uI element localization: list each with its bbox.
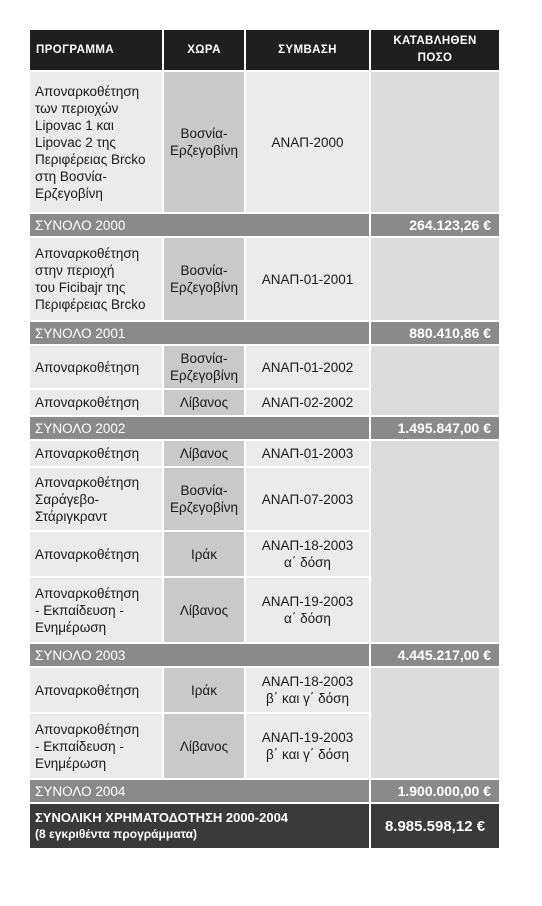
country-cell: Λίβανος	[163, 577, 245, 643]
grand-total-row	[29, 803, 500, 849]
contract-cell: ΑΝΑΠ-02-2002	[245, 389, 370, 416]
program-cell: Αποναρκοθέτηση των περιοχών Lipovac 1 και Lipovac 2 της Περιφέρειας Brcko στη Βοσνία- Ερζεγοβίνη	[29, 71, 163, 213]
contract-cell: ΑΝΑΠ-18-2003 α΄ δόση	[245, 531, 370, 577]
total-row-2002	[29, 416, 500, 440]
country-cell: Λίβανος	[163, 440, 245, 467]
header-program: ΠΡΟΓΡΑΜΜΑ	[29, 29, 163, 71]
amount-cell-empty	[370, 71, 500, 213]
contract-cell: ΑΝΑΠ-2000	[245, 71, 370, 213]
amount-cell-empty	[370, 345, 500, 416]
program-cell: Αποναρκοθέτηση Σαράγεβο- Στάριγκραντ	[29, 467, 163, 531]
program-cell: Αποναρκοθέτηση	[29, 531, 163, 577]
total-value: 4.445.217,00 €	[370, 643, 500, 667]
total-row-2001	[29, 321, 500, 345]
total-value: 1.495.847,00 €	[370, 416, 500, 440]
table-row	[29, 440, 500, 467]
grand-total-label-cell	[29, 803, 370, 849]
total-label: ΣΥΝΟΛΟ 2004	[29, 779, 370, 803]
grand-total-label: ΣΥΝΟΛΙΚΗ ΧΡΗΜΑΤΟΔΟΤΗΣΗ 2000-2004	[35, 810, 289, 825]
country-cell: Ιράκ	[163, 531, 245, 577]
contract-cell: ΑΝΑΠ-01-2003	[245, 440, 370, 467]
amount-cell-empty	[370, 440, 500, 643]
contract-cell: ΑΝΑΠ-18-2003 β΄ και γ΄ δόση	[245, 667, 370, 713]
table-row	[29, 667, 500, 713]
country-cell: Βοσνία- Ερζεγοβίνη	[163, 237, 245, 321]
program-cell: Αποναρκοθέτηση στην περιοχή του Ficibajr της Περιφέρειας Brcko	[29, 237, 163, 321]
grand-total-value: 8.985.598,12 €	[370, 803, 500, 849]
program-cell: Αποναρκοθέτηση - Εκπαίδευση - Ενημέρωση	[29, 577, 163, 643]
amount-cell-empty	[370, 237, 500, 321]
header-country: ΧΩΡΑ	[163, 29, 245, 71]
contract-cell: ΑΝΑΠ-19-2003 α΄ δόση	[245, 577, 370, 643]
country-cell: Βοσνία- Ερζεγοβίνη	[163, 71, 245, 213]
header-row	[29, 29, 500, 71]
country-cell: Βοσνία- Ερζεγοβίνη	[163, 467, 245, 531]
header-amount: ΚΑΤΑΒΛΗΘΕΝ ΠΟΣΟ	[370, 29, 500, 71]
total-label: ΣΥΝΟΛΟ 2003	[29, 643, 370, 667]
program-cell: Αποναρκοθέτηση	[29, 345, 163, 389]
program-cell: Αποναρκοθέτηση	[29, 440, 163, 467]
program-cell: Αποναρκοθέτηση - Εκπαίδευση - Ενημέρωση	[29, 713, 163, 779]
country-cell: Λίβανος	[163, 713, 245, 779]
total-label: ΣΥΝΟΛΟ 2000	[29, 213, 370, 237]
program-cell: Αποναρκοθέτηση	[29, 389, 163, 416]
total-row-2000	[29, 213, 500, 237]
contract-cell: ΑΝΑΠ-07-2003	[245, 467, 370, 531]
total-label: ΣΥΝΟΛΟ 2002	[29, 416, 370, 440]
country-cell: Λίβανος	[163, 389, 245, 416]
total-value: 1.900.000,00 €	[370, 779, 500, 803]
header-contract: ΣΥΜΒΑΣΗ	[245, 29, 370, 71]
table-row	[29, 71, 500, 213]
total-value: 880.410,86 €	[370, 321, 500, 345]
amount-cell-empty	[370, 667, 500, 779]
funding-table	[28, 28, 501, 850]
country-cell: Ιράκ	[163, 667, 245, 713]
total-row-2004	[29, 779, 500, 803]
contract-cell: ΑΝΑΠ-01-2002	[245, 345, 370, 389]
country-cell: Βοσνία- Ερζεγοβίνη	[163, 345, 245, 389]
program-cell: Αποναρκοθέτηση	[29, 667, 163, 713]
grand-total-sublabel: (8 εγκριθέντα προγράμματα)	[35, 827, 197, 841]
contract-cell: ΑΝΑΠ-01-2001	[245, 237, 370, 321]
table-row	[29, 237, 500, 321]
contract-cell: ΑΝΑΠ-19-2003 β΄ και γ΄ δόση	[245, 713, 370, 779]
total-label: ΣΥΝΟΛΟ 2001	[29, 321, 370, 345]
total-row-2003	[29, 643, 500, 667]
total-value: 264.123,26 €	[370, 213, 500, 237]
table-row	[29, 345, 500, 389]
